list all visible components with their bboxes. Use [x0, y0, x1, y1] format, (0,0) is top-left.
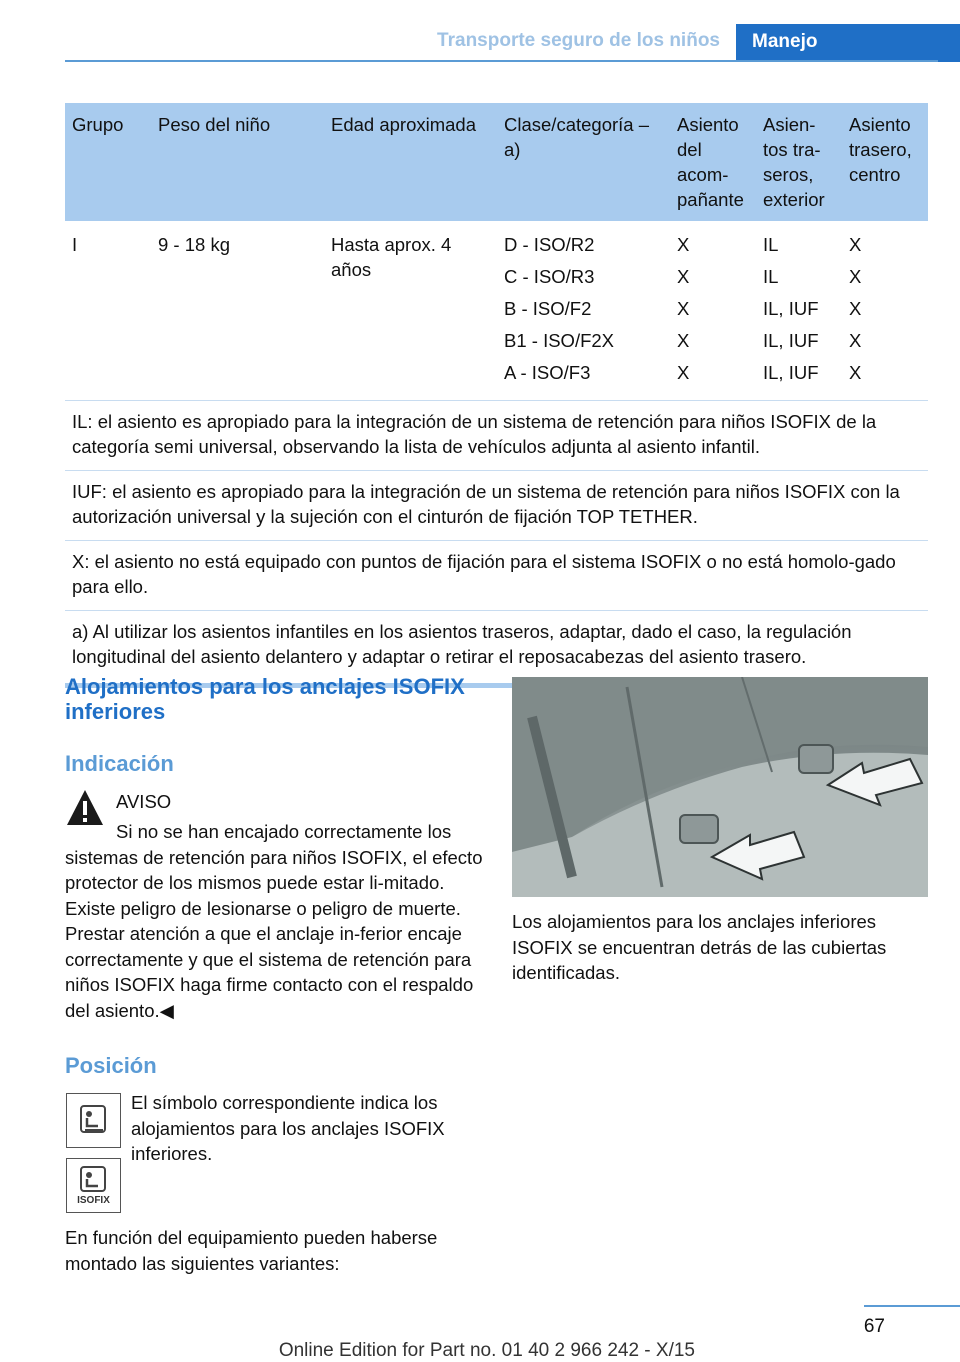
posicion-text: El símbolo correspondiente indica los alojamientos para los anclajes ISOFIX inferiores.	[131, 1092, 445, 1164]
aviso-label: AVISO	[116, 791, 172, 812]
aviso-text: Si no se han encajado correctamente los sistemas de retención para niños ISOFIX, el efecto protector de los mismos puede estar li-mitado. Existe peligro de lesionarse o peligro de muerte. Prestar atención a que el anclaje in-ferior encaje correctamente y que el sistema de retención para niños ISOFIX haga firme contacto con el respaldo del asiento.◀	[65, 821, 483, 1021]
col-header-acompanante: Asiento del acom- pañante	[670, 103, 756, 221]
isofix-labelled-symbol	[66, 1158, 121, 1213]
note-x: X: el asiento no está equipado con puntos de fijación para el sistema ISOFIX o no está homolo-gado para ello.	[65, 541, 928, 611]
page-header	[65, 24, 960, 62]
section-title: Alojamientos para los anclajes ISOFIX inferiores	[65, 674, 465, 724]
page-number: 67	[863, 1316, 885, 1337]
child-seat-icon	[67, 1094, 119, 1146]
centro-item: X	[849, 298, 862, 319]
exterior-item: IL, IUF	[763, 362, 819, 383]
col-header-edad: Edad aproximada	[324, 103, 497, 221]
header-chapter-tab: Manejo	[736, 24, 960, 62]
col-header-peso: Peso del niño	[151, 103, 324, 221]
isofix-symbol-label: ISOFIX	[77, 1195, 110, 1206]
cell-peso: 9 - 18 kg	[151, 221, 324, 401]
photo-caption: Los alojamientos para los anclajes inferiores ISOFIX se encuentran detrás de las cubiertas identificadas.	[512, 911, 887, 983]
cell-grupo: I	[65, 221, 151, 401]
note-iuf: IUF: el asiento es apropiado para la integración de un sistema de retención para niños ISOFIX con la autorización universal y la sujeción con el cinturón de fijación TOP TETHER.	[65, 471, 928, 541]
cell-edad-text: Hasta aprox. 4 años	[331, 234, 452, 280]
acompanante-item: X	[677, 266, 690, 287]
col-header-exterior: Asien- tos tra- seros, exterior	[756, 103, 842, 221]
edition-line: Online Edition for Part no. 01 40 2 966 242 - X/15	[278, 1340, 695, 1361]
acompanante-item: X	[677, 362, 690, 383]
clase-item: A - ISO/F3	[504, 362, 591, 383]
indicacion-heading: Indicación	[65, 751, 174, 776]
table-row	[65, 221, 928, 401]
isofix-table	[65, 103, 928, 688]
footer-rule	[864, 1305, 960, 1307]
col-header-centro: Asiento trasero, centro	[842, 103, 928, 221]
table-header-row	[65, 103, 928, 221]
col-header-clase: Clase/categoría – a)	[497, 103, 670, 221]
table-note	[65, 401, 928, 471]
table-note	[65, 541, 928, 611]
rear-seat-isofix-photo	[512, 677, 928, 897]
variantes-text: En función del equipamiento pueden haberse montado las siguientes variantes:	[65, 1227, 438, 1274]
exterior-item: IL, IUF	[763, 298, 819, 319]
cell-acompanante	[670, 221, 756, 401]
cell-edad	[324, 221, 497, 401]
header-rule	[65, 60, 938, 62]
centro-item: X	[849, 330, 862, 351]
cell-centro	[842, 221, 928, 401]
cell-exterior	[756, 221, 842, 401]
header-section-title: Transporte seguro de los niños	[437, 30, 720, 51]
exterior-item: IL	[763, 234, 779, 255]
centro-item: X	[849, 362, 862, 383]
col-header-grupo: Grupo	[65, 103, 151, 221]
table-note	[65, 471, 928, 541]
exterior-item: IL, IUF	[763, 330, 819, 351]
acompanante-item: X	[677, 234, 690, 255]
acompanante-item: X	[677, 298, 690, 319]
clase-item: D - ISO/R2	[504, 234, 595, 255]
exterior-item: IL	[763, 266, 779, 287]
acompanante-item: X	[677, 330, 690, 351]
cell-clases	[497, 221, 670, 401]
isofix-seat-symbol	[66, 1093, 121, 1148]
note-a: a) Al utilizar los asientos infantiles en los asientos traseros, adaptar, dado el caso, la regulación longitudinal del asiento delantero y adaptar o retirar el reposacabezas del asiento trasero.	[65, 611, 928, 686]
note-il: IL: el asiento es apropiado para la integración de un sistema de retención para niños ISOFIX de la categoría semi universal, observando la lista de vehículos adjunta al asiento infantil.	[65, 401, 928, 471]
centro-item: X	[849, 234, 862, 255]
clase-item: B1 - ISO/F2X	[504, 330, 615, 351]
posicion-heading: Posición	[65, 1053, 157, 1078]
clase-item: C - ISO/R3	[504, 266, 595, 287]
centro-item: X	[849, 266, 862, 287]
child-seat-icon	[67, 1159, 119, 1197]
clase-item: B - ISO/F2	[504, 298, 592, 319]
